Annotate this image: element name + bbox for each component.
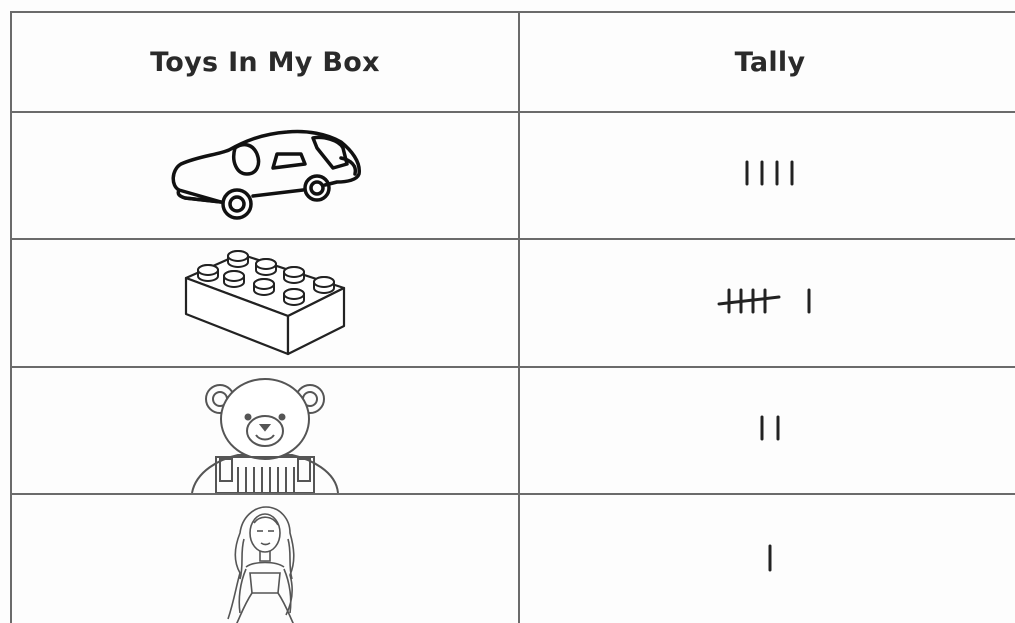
- tally-cell: [519, 494, 1015, 623]
- table-row: [11, 112, 1015, 239]
- tally-cell: [519, 239, 1015, 367]
- toy-cell: [11, 494, 519, 623]
- tally-cell: [519, 112, 1015, 239]
- teddy-bear-icon: [190, 373, 340, 493]
- toy-car-icon: [165, 128, 365, 223]
- tally-marks: [735, 158, 805, 188]
- tally-header: Tally: [519, 12, 1015, 112]
- doll-icon: [210, 503, 320, 623]
- header-row: [11, 12, 1015, 112]
- tally-marks: [715, 284, 825, 318]
- tally-marks: [758, 542, 782, 574]
- toy-cell: [11, 112, 519, 239]
- tally-cell: [519, 367, 1015, 494]
- table-row: [11, 494, 1015, 623]
- tally-marks: [750, 413, 790, 443]
- table-row: [11, 239, 1015, 367]
- toy-cell: [11, 367, 519, 494]
- toy-cell: [11, 239, 519, 367]
- table-row: [11, 367, 1015, 494]
- building-brick-icon: [180, 244, 350, 362]
- toys-header: Toys In My Box: [11, 12, 519, 112]
- tally-table: [10, 11, 1015, 623]
